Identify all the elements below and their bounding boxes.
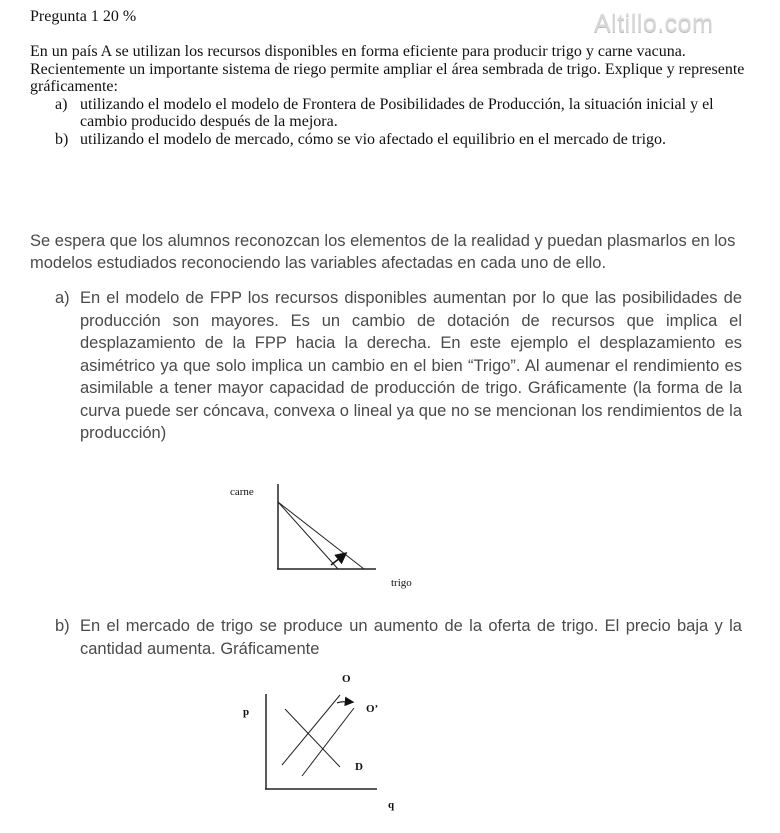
question-item-a	[30, 96, 760, 131]
answer-item-a	[30, 287, 742, 445]
answer-item-b	[30, 615, 742, 660]
price-axis-label: p	[243, 706, 250, 718]
fpp-chart	[220, 475, 440, 600]
question-item-text: utilizando el modelo el modelo de Frontera de Posibilidades de Producción, la situación inicial y el cambio producido después de la mejora.	[80, 95, 714, 130]
demand-curve	[285, 709, 340, 767]
page-title: Pregunta 1 20 %	[30, 8, 137, 25]
question-statement: En un país A se utilizan los recursos disponibles en forma eficiente para producir trigo y carne vacuna. Recientemente un importante sistema de riego permite ampliar el área sembrada de trigo. Explique y represente gráficamente:	[30, 43, 745, 95]
fpp-y-axis-label: carne	[230, 486, 254, 498]
quantity-axis-label: q	[388, 799, 395, 811]
supply-label: O	[342, 673, 351, 685]
list-marker: a)	[55, 95, 68, 113]
question-item-text: utilizando el modelo de mercado, cómo se vio afectado el equilibrio en el mercado de trigo.	[80, 130, 667, 148]
question-items	[30, 96, 760, 149]
list-marker: b)	[55, 130, 69, 148]
market-chart	[230, 665, 420, 825]
supply-curve	[282, 695, 340, 765]
shift-arrow-icon	[331, 554, 345, 565]
answer-item-text: En el mercado de trigo se produce un aumento de la oferta de trigo. El precio baja y la cantidad aumenta. Gráficamente	[80, 617, 742, 658]
answer-item-text: En el modelo de FPP los recursos disponibles aumentan por lo que las posibilidades de producción son mayores. Es un cambio de dotación de recursos que implica el desplazamiento de la FPP hacia la derecha. En este ejemplo el desplazamiento es asimétrico ya que solo implica un cambio en el bien “Trigo”. Al aumenar el rendimiento es asimilable a tener mayor capacidad de producción de trigo. Gráficamente (la forma de la curva puede ser cóncava, convexa o lineal ya que no se mencionan los rendimientos de la producción)	[80, 289, 742, 442]
watermark-logo: Altillo.com	[594, 10, 714, 38]
demand-label: D	[355, 761, 363, 773]
supply-new-curve	[302, 708, 354, 776]
fpp-initial-line	[278, 502, 338, 569]
fpp-x-axis-label: trigo	[391, 577, 412, 589]
list-marker: a)	[55, 289, 70, 307]
supply-new-label: O’	[366, 703, 379, 715]
list-marker: b)	[55, 617, 70, 635]
supply-shift-arrow-icon	[337, 702, 352, 703]
question-item-b	[30, 131, 760, 149]
fpp-shifted-line	[278, 502, 364, 569]
answer-intro: Se espera que los alumnos reconozcan los elementos de la realidad y puedan plasmarlos en los modelos estudiados reconociendo las variables afectadas en cada uno de ello.	[30, 232, 736, 272]
question-block	[30, 43, 760, 148]
